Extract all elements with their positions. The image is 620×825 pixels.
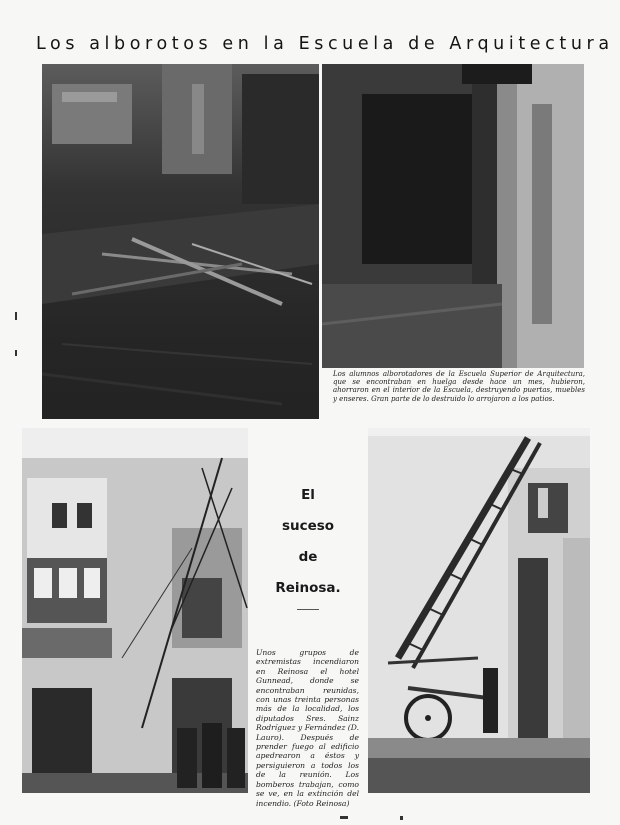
side-title-line-3: de [298,549,318,565]
margin-mark-left [15,312,17,320]
caption-architecture-riot: Los alumnos alborotadores de la Escuela Superior de Arquitectura, que se encontraban en huelga desde hace un mes, hubieron, ahorraron en el interior de la Escuela, destruyendo puertas, muebles y enseres. Gran parte de lo destruido lo arrojaron a los patios. [333,370,585,403]
damaged-wall-photo [322,64,584,368]
fire-ladder-photo [368,428,590,793]
bottom-mark-2 [400,816,403,820]
side-title-line-4: Reinosa. [275,580,341,596]
side-title-rule [297,609,319,610]
bottom-mark [340,816,348,819]
margin-mark-left-2 [15,350,17,356]
building-balconies-photo [22,428,248,793]
side-title-line-1: El [301,487,315,503]
debris-courtyard-photo [42,64,319,419]
main-headline: Los alborotos en la Escuela de Arquitectura [36,34,614,54]
side-title-line-2: suceso [281,518,335,534]
side-story-title [258,480,358,604]
caption-reinosa: Unos grupos de extremistas incendiaron en Reinosa el hotel Gunnead, donde se encontraban reunidas, con unas treinta personas más de la localidad, los diputados Sres. Sainz Rodríguez y Fernández (D. Lauro). Después de prender fuego al edificio apedrearon a éstos y persiguieron a todos los de la reunión. Los bomberos trabajan, como se ve, en la extinción del incendio. (Foto Reinosa) [256,648,359,808]
